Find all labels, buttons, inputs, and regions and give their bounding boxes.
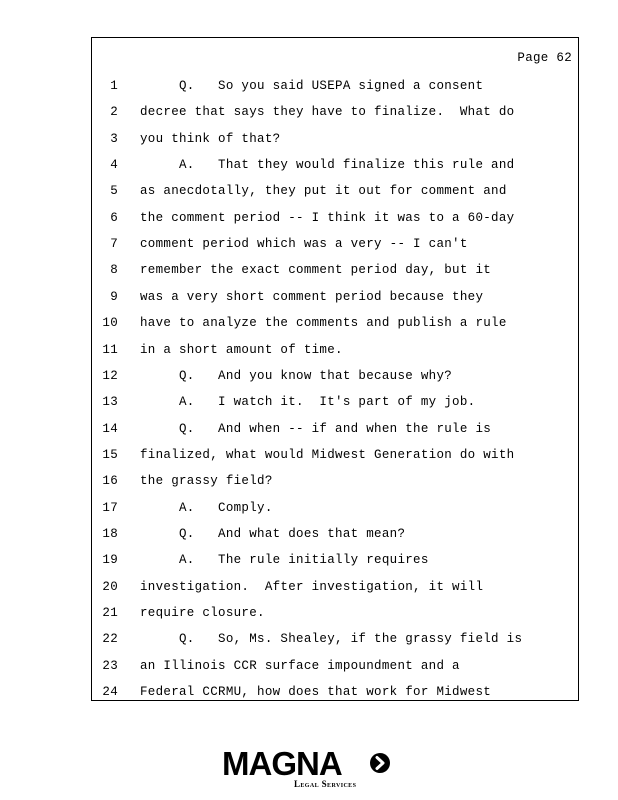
line-number: 21	[102, 606, 118, 620]
line-number: 6	[110, 210, 118, 225]
line-text: Q. So, Ms. Shealey, if the grassy field is	[140, 632, 523, 647]
line-text: Q. And you know that because why?	[140, 368, 453, 383]
transcript-line	[92, 158, 578, 178]
line-number: 18	[102, 526, 118, 541]
line-number: 9	[110, 289, 118, 304]
transcript-line	[92, 263, 578, 283]
magna-logo	[222, 746, 402, 794]
line-number: 12	[102, 368, 118, 383]
line-text: Q. And when -- if and when the rule is	[140, 421, 492, 436]
line-number: 15	[102, 447, 118, 462]
transcript-line	[92, 395, 578, 415]
line-number: 19	[102, 553, 118, 568]
transcript-line	[92, 527, 578, 547]
line-number: 1	[110, 79, 118, 93]
line-text: was a very short comment period because they	[140, 289, 484, 304]
transcript-line	[92, 369, 578, 389]
line-text: finalized, what would Midwest Generation do with	[140, 447, 515, 462]
line-text: A. The rule initially requires	[140, 553, 429, 568]
chevron-right-circle-icon	[369, 752, 391, 774]
transcript-line	[92, 685, 578, 705]
logo-subtitle: Legal Services	[294, 779, 357, 789]
transcript-line	[92, 79, 578, 99]
line-text: require closure.	[140, 606, 265, 620]
transcript-line	[92, 290, 578, 310]
transcript-line	[92, 422, 578, 442]
line-number: 3	[110, 131, 118, 146]
line-text: A. That they would finalize this rule and	[140, 158, 515, 173]
transcript-line	[92, 474, 578, 494]
transcript-line	[92, 132, 578, 152]
line-number: 4	[110, 158, 118, 173]
line-text: A. Comply.	[140, 500, 273, 515]
transcript-page	[91, 37, 579, 701]
line-text: Federal CCRMU, how does that work for Midwest	[140, 685, 492, 700]
line-text: as anecdotally, they put it out for comment and	[140, 184, 507, 199]
line-number: 5	[110, 184, 118, 199]
transcript-line	[92, 501, 578, 521]
transcript-line	[92, 343, 578, 363]
line-number: 13	[102, 395, 118, 410]
transcript-line	[92, 580, 578, 600]
page-number: Page 62	[517, 51, 572, 65]
transcript-line	[92, 237, 578, 257]
line-text: the grassy field?	[140, 474, 273, 489]
line-text: decree that says they have to finalize. What do	[140, 105, 515, 120]
line-text: you think of that?	[140, 131, 281, 146]
line-text: remember the exact comment period day, but it	[140, 263, 492, 278]
line-text: in a short amount of time.	[140, 342, 343, 357]
logo-wordmark: MAGNA	[222, 745, 342, 782]
line-text: the comment period -- I think it was to a 60-day	[140, 210, 515, 225]
line-number: 20	[102, 579, 118, 594]
line-text: an Illinois CCR surface impoundment and a	[140, 658, 460, 673]
line-number: 11	[102, 342, 118, 357]
line-text: comment period which was a very -- I can't	[140, 237, 468, 252]
line-number: 22	[102, 632, 118, 647]
transcript-line	[92, 632, 578, 652]
line-text: investigation. After investigation, it will	[140, 579, 484, 594]
line-text: Q. And what does that mean?	[140, 526, 406, 541]
transcript-line	[92, 316, 578, 336]
transcript-line	[92, 211, 578, 231]
line-text: have to analyze the comments and publish a rule	[140, 316, 507, 331]
line-number: 7	[110, 237, 118, 252]
line-number: 10	[102, 316, 118, 331]
line-number: 23	[102, 658, 118, 673]
line-number: 8	[110, 263, 118, 278]
transcript-line	[92, 105, 578, 125]
line-number: 17	[102, 500, 118, 515]
transcript-line	[92, 448, 578, 468]
line-number: 16	[102, 474, 118, 489]
transcript-line	[92, 184, 578, 204]
line-number: 14	[102, 421, 118, 436]
line-number: 24	[102, 685, 118, 700]
line-text: Q. So you said USEPA signed a consent	[140, 79, 484, 93]
line-number: 2	[110, 105, 118, 120]
transcript-line	[92, 553, 578, 573]
line-text: A. I watch it. It's part of my job.	[140, 395, 476, 410]
transcript-line	[92, 659, 578, 679]
transcript-line	[92, 606, 578, 626]
